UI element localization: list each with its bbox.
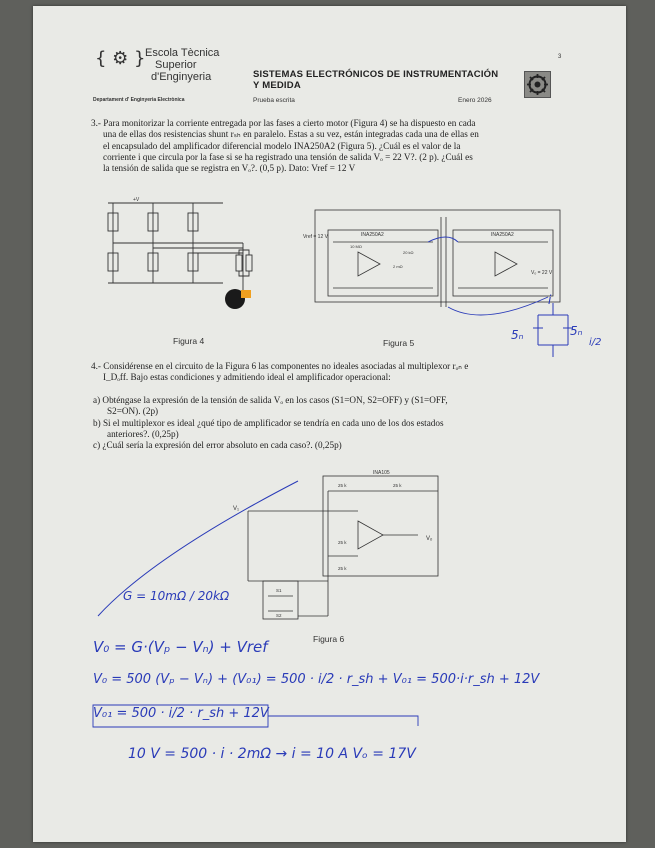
exam-date: Enero 2026 — [458, 97, 492, 104]
figure-5-caption: Figura 5 — [383, 338, 415, 348]
vref-label: Vref = 12 V — [303, 234, 328, 240]
resistor-label: 10 MΩ — [350, 244, 362, 249]
question-4-intro — [91, 361, 611, 384]
chip-label: INA105 — [373, 470, 390, 476]
figure-4-circuit — [93, 191, 263, 321]
course-title — [253, 69, 498, 91]
q4-item: a) Obténgase la expresión de la tensión de salida Vₒ en los casos (S1=ON, S2=OFF) y (S1=OFF, — [93, 395, 448, 405]
hand-equation: V₀ = G·(Vₚ − Vₙ) + Vref — [93, 638, 268, 656]
switch-label: S1 — [276, 588, 282, 593]
hand-equation: V₀ = 500 (Vₚ − Vₙ) + (V₀₁) = 500 · i/2 · r_sh + V₀₁ = 500·i·r_sh + 12V — [93, 672, 540, 687]
question-4-items — [93, 395, 611, 451]
resistor-label: 25 k — [338, 566, 347, 571]
university-emblem-icon — [524, 71, 551, 98]
vo-label: Vₒ — [426, 536, 433, 542]
chip-label-left: INA250A2 — [361, 232, 384, 238]
handwritten-box — [93, 701, 393, 731]
school-name — [145, 47, 219, 83]
q3-line: una de ellas dos resistencias shunt rₛₕ en paralelo. Estas a su vez, están integradas cada una de ellas en — [103, 129, 479, 140]
resistor-label: 25 k — [393, 483, 402, 488]
figure-5-circuit — [273, 202, 573, 312]
svg-text:+V: +V — [133, 197, 140, 203]
hand-equation: 10 V = 500 · i · 2mΩ → i = 10 A Vₒ = 17V — [128, 746, 416, 762]
hand-equation: V₀₁ = 500 · i/2 · r_sh + 12V — [93, 706, 269, 721]
hand-gain: G = 10mΩ / 20kΩ — [123, 589, 230, 603]
switch-label: S2 — [276, 613, 282, 618]
q4-item: S2=ON). (2p) — [107, 406, 159, 417]
q4-item: anteriores?. (0,25p) — [107, 428, 179, 439]
q3-line: corriente i que circula por la fase si se ha registrado una tensión de salida Vₒ = 22 V?. (2 p). ¿Cuál es — [103, 151, 473, 162]
exam-type: Prueba escrita — [253, 97, 295, 104]
q4-line: 4.- Considérense en el circuito de la Figura 6 las componentes no ideales asociadas al multiplexor rₒₙ e — [91, 361, 469, 371]
exam-page — [33, 6, 626, 842]
v1-label: V₁ — [233, 506, 240, 512]
resistor-label: 20 kΩ — [403, 250, 414, 255]
question-3 — [91, 118, 611, 174]
q3-line: la tensión de salida que se registra en Vₒ?. (0,5 p). Dato: Vref = 12 V — [103, 163, 356, 174]
figure-4-caption: Figura 4 — [173, 336, 205, 346]
hand-current-label: i — [548, 293, 552, 307]
q4-line: I_Dₒff. Bajo estas condiciones y admitiendo ideal el amplificador operacional: — [103, 372, 391, 383]
shunt-label: 2 mΩ — [393, 264, 403, 269]
q3-line: 3.- Para monitorizar la corriente entregada por las fases a cierto motor (Figura 4) se ha dispuesto en cada — [91, 118, 476, 128]
vout-label: Vₒ = 22 V — [531, 270, 553, 276]
hand-fraction-label: i/2 — [589, 337, 602, 348]
resistor-label: 25 k — [338, 540, 347, 545]
hand-shunt-label: 5ₙ — [511, 328, 524, 342]
school-name-line3: d'Enginyeria — [151, 71, 212, 83]
chip-label-right: INA250A2 — [491, 232, 514, 238]
figure-6-caption: Figura 6 — [313, 634, 345, 644]
page-number: 3 — [558, 54, 562, 60]
resistor-label: 25 k — [338, 483, 347, 488]
course-title-line2: Y MEDIDA — [253, 80, 301, 91]
q4-item: c) ¿Cuál sería la expresión del error absoluto en cada caso?. (0,25p) — [93, 440, 342, 451]
school-name-line2: Superior — [155, 59, 197, 71]
school-name-line1: Escola Tècnica — [145, 47, 220, 59]
q4-item: b) Si el multiplexor es ideal ¿qué tipo de amplificador se tendría en cada uno de los dos estados — [93, 417, 444, 428]
hand-shunt-label: 5ₙ — [570, 324, 583, 338]
school-logo-icon: { ⚙ } — [95, 48, 146, 69]
course-title-line1: SISTEMAS ELECTRÓNICOS DE INSTRUMENTACIÓN — [253, 69, 499, 80]
q3-line: el encapsulado del amplificador diferencial modelo INA250A2 (Figura 5). ¿Cuál es el valor de la — [103, 140, 461, 151]
handwritten-arrow — [93, 476, 313, 626]
department-name: Departament d' Enginyeria Electrònica — [93, 97, 185, 103]
